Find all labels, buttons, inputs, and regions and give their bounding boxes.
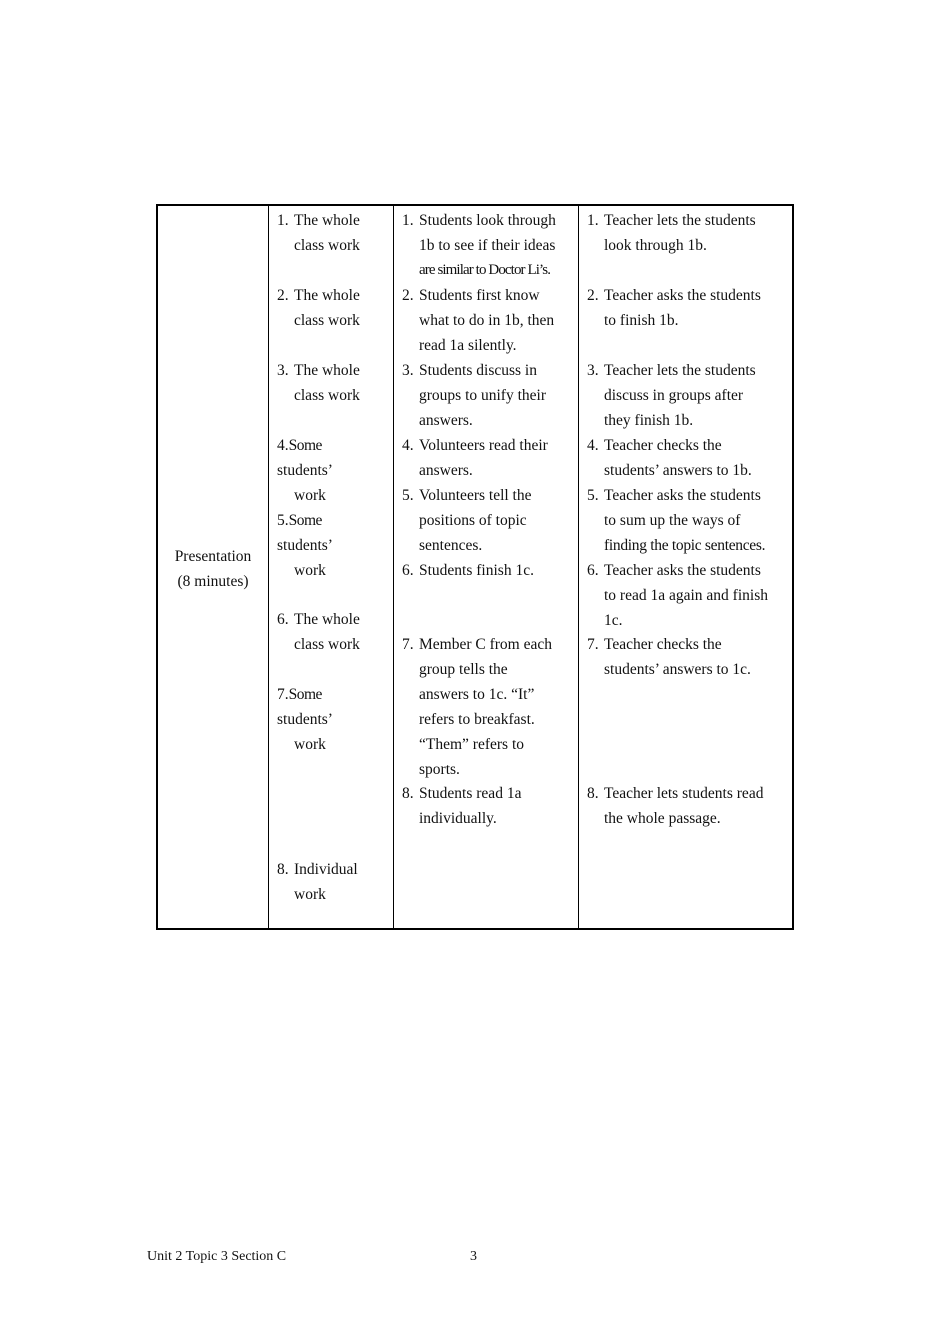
student-activity-item-text: answers to 1c. “It” — [419, 686, 535, 703]
lesson-table — [156, 204, 794, 930]
interaction-item — [277, 283, 360, 333]
teacher-activity-item — [587, 208, 756, 258]
item-number: 2. — [402, 287, 414, 304]
interaction-item-first-line — [277, 857, 358, 882]
teacher-activity-item-text: to sum up the ways of — [604, 512, 741, 529]
student-activity-item-first-line — [402, 208, 556, 233]
footer-section-label: Unit 2 Topic 3 Section C — [147, 1249, 287, 1264]
student-activity-item-text: groups to unify their — [419, 387, 546, 404]
interaction-item — [277, 433, 385, 508]
student-activity-item-text: what to do in 1b, then — [419, 312, 555, 329]
teacher-activity-item — [587, 781, 763, 831]
student-activity-item-text: “Them” refers to — [419, 736, 524, 753]
item-number: 1. — [587, 212, 599, 229]
teacher-activity-item — [587, 358, 756, 433]
teacher-activity-item-text: Teacher checks the — [604, 636, 722, 653]
teacher-activity-item-first-line — [587, 208, 756, 233]
item-number: 7. — [402, 636, 414, 653]
teacher-activity-item-first-line — [587, 632, 751, 657]
student-activity-item-first-line — [402, 483, 532, 508]
student-activity-item-text: positions of topic — [419, 512, 527, 529]
teacher-activity-item-first-line — [587, 283, 761, 308]
teacher-activity-item-text: to finish 1b. — [604, 312, 679, 329]
item-number: 4. — [402, 437, 414, 454]
item-number: 6. — [402, 562, 414, 579]
teacher-activity-item — [587, 433, 752, 483]
item-number: 6. — [277, 611, 289, 628]
student-activity-item — [402, 483, 532, 558]
student-activity-item-text: answers. — [419, 412, 473, 429]
item-number: 8. — [277, 861, 289, 878]
student-activity-item-first-line — [402, 283, 554, 308]
student-activity-item — [402, 208, 556, 283]
teacher-activity-item-first-line — [587, 483, 765, 508]
page-number: 3 — [470, 1249, 477, 1264]
column-divider — [578, 206, 579, 928]
student-activity-item-text: Students look through — [419, 212, 556, 229]
teacher-activity-item-text: discuss in groups after — [604, 387, 744, 404]
teacher-activity-item-text: 1c. — [604, 612, 623, 629]
teacher-activity-item-text: Teacher asks the students — [604, 562, 761, 579]
interaction-item-text: class work — [294, 237, 360, 254]
teacher-activity-item-text: Teacher asks the students — [604, 287, 761, 304]
student-activity-item-text: Member C from each — [419, 636, 552, 653]
item-word: Some — [288, 437, 322, 454]
item-number: 2. — [587, 287, 599, 304]
stage-cell — [158, 544, 268, 594]
interaction-item — [277, 857, 358, 907]
interaction-item-text: students’ — [277, 537, 333, 554]
teacher-activity-item-text: they finish 1b. — [604, 412, 694, 429]
item-number: 5. — [587, 487, 599, 504]
interaction-item-first-line — [277, 283, 360, 308]
item-number: 4. — [587, 437, 599, 454]
teacher-activity-item-text: the whole passage. — [604, 810, 721, 827]
student-activity-item-text: group tells the — [419, 661, 508, 678]
interaction-item-number-line — [277, 433, 385, 458]
student-activity-item-text: read 1a silently. — [419, 337, 517, 354]
interaction-item-text: The whole — [294, 611, 360, 628]
stage-duration: (8 minutes) — [177, 573, 249, 590]
interaction-item-first-line — [277, 208, 360, 233]
teacher-activity-item-text: Teacher lets the students — [604, 212, 756, 229]
teacher-activity-item-first-line — [587, 358, 756, 383]
student-activity-item-text: answers. — [419, 462, 473, 479]
student-activity-item-text: sports. — [419, 761, 460, 778]
teacher-activity-item — [587, 283, 761, 333]
interaction-item-text: students’ — [277, 462, 333, 479]
teacher-activity-item-text: finding the topic sentences. — [604, 537, 766, 554]
interaction-item-text: work — [294, 487, 326, 504]
student-activity-item-text: Students first know — [419, 287, 540, 304]
student-activity-item-text: individually. — [419, 810, 497, 827]
student-activity-item-text: are similar to Doctor Li’s. — [419, 262, 551, 278]
interaction-item-number-line — [277, 682, 385, 707]
student-activity-item-text: 1b to see if their ideas — [419, 237, 556, 254]
student-activity-item — [402, 433, 548, 483]
student-activity-item-text: Students discuss in — [419, 362, 537, 379]
item-number: 8. — [402, 785, 414, 802]
interaction-item-number-line — [277, 508, 385, 533]
interaction-item — [277, 607, 360, 657]
student-activity-item-first-line — [402, 632, 552, 657]
teacher-activity-item — [587, 632, 751, 682]
interaction-item-first-line — [277, 358, 360, 383]
stage-name: Presentation — [174, 548, 252, 565]
interaction-item-text: class work — [294, 636, 360, 653]
item-number: 2. — [277, 287, 289, 304]
interaction-item — [277, 208, 360, 258]
student-activity-item — [402, 558, 534, 583]
teacher-activity-item-first-line — [587, 781, 763, 806]
item-word: Some — [288, 512, 322, 529]
student-activity-item-first-line — [402, 781, 521, 806]
interaction-item-text: The whole — [294, 362, 360, 379]
interaction-item-text: The whole — [294, 287, 360, 304]
interaction-item-text: Individual — [294, 861, 358, 878]
teacher-activity-item-text: Teacher checks the — [604, 437, 722, 454]
teacher-activity-item-text: students’ answers to 1b. — [604, 462, 752, 479]
student-activity-item-first-line — [402, 433, 548, 458]
teacher-activity-item-text: students’ answers to 1c. — [604, 661, 751, 678]
item-number: 3. — [587, 362, 599, 379]
teacher-activity-item-first-line — [587, 558, 768, 583]
interaction-item-text: work — [294, 886, 326, 903]
student-activity-item-text: Students read 1a — [419, 785, 522, 802]
teacher-activity-item-text: Teacher asks the students — [604, 487, 761, 504]
teacher-activity-item-text: look through 1b. — [604, 237, 707, 254]
student-activity-item — [402, 781, 521, 831]
interaction-item-first-line — [277, 607, 360, 632]
student-activity-item-text: Students finish 1c. — [419, 562, 534, 579]
interaction-item — [277, 508, 385, 583]
item-number: 7. — [587, 636, 599, 653]
item-number: 3. — [277, 362, 289, 379]
interaction-item-text: work — [294, 736, 326, 753]
student-activity-item-first-line — [402, 358, 546, 383]
item-number: 1. — [277, 212, 289, 229]
teacher-activity-item — [587, 483, 765, 558]
item-number: 3. — [402, 362, 414, 379]
item-number: 4. — [277, 437, 289, 454]
item-number: 5. — [402, 487, 414, 504]
teacher-activity-item-first-line — [587, 433, 752, 458]
interaction-item-text: work — [294, 562, 326, 579]
item-number: 7. — [277, 686, 289, 703]
interaction-item — [277, 682, 385, 757]
student-activity-item — [402, 632, 552, 782]
interaction-item — [277, 358, 360, 408]
teacher-activity-item-text: to read 1a again and finish — [604, 587, 768, 604]
interaction-item-text: class work — [294, 312, 360, 329]
interaction-item-text: The whole — [294, 212, 360, 229]
student-activity-item-text: refers to breakfast. — [419, 711, 535, 728]
interaction-item-text: class work — [294, 387, 360, 404]
student-activity-item — [402, 358, 546, 433]
student-activity-item-first-line — [402, 558, 534, 583]
item-number: 8. — [587, 785, 599, 802]
teacher-activity-item — [587, 558, 768, 633]
column-divider — [393, 206, 394, 928]
item-number: 6. — [587, 562, 599, 579]
student-activity-item — [402, 283, 554, 358]
teacher-activity-item-text: Teacher lets students read — [604, 785, 764, 802]
student-activity-item-text: sentences. — [419, 537, 483, 554]
item-number: 5. — [277, 512, 289, 529]
column-divider — [268, 206, 269, 928]
interaction-item-text: students’ — [277, 711, 333, 728]
item-number: 1. — [402, 212, 414, 229]
student-activity-item-text: Volunteers tell the — [419, 487, 532, 504]
item-word: Some — [288, 686, 322, 703]
student-activity-item-text: Volunteers read their — [419, 437, 548, 454]
teacher-activity-item-text: Teacher lets the students — [604, 362, 756, 379]
